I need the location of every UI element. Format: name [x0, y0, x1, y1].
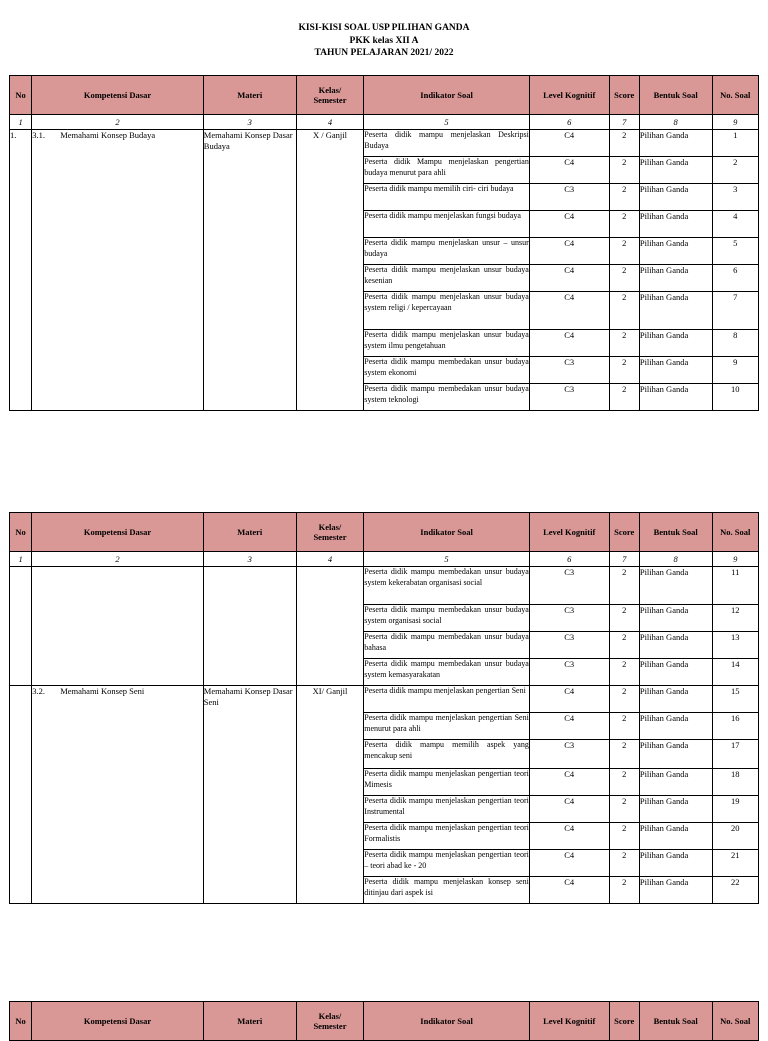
- bentuk-cell: Pilihan Ganda: [639, 877, 712, 904]
- no-soal-cell: 8: [712, 330, 758, 357]
- kompetensi-dasar-cell: [32, 686, 204, 904]
- bentuk-cell: Pilihan Ganda: [639, 211, 712, 238]
- bentuk-cell: Pilihan Ganda: [639, 740, 712, 769]
- column-number: 5: [364, 115, 530, 130]
- header-row: [10, 76, 759, 115]
- bentuk-cell: Pilihan Ganda: [639, 850, 712, 877]
- column-number: 1: [10, 552, 32, 567]
- header-level-kognitif: Level Kognitif: [529, 76, 609, 115]
- column-number: 3: [203, 115, 296, 130]
- bentuk-cell: Pilihan Ganda: [639, 184, 712, 211]
- header-indikator-soal: Indikator Soal: [364, 513, 530, 552]
- column-number-row: [10, 552, 759, 567]
- score-cell: 2: [609, 157, 639, 184]
- table-row: [10, 686, 759, 713]
- indikator-cell: Peserta didik mampu menjelaskan unsur budaya system ilmu pengetahuan: [364, 330, 530, 357]
- no-soal-cell: 14: [712, 659, 758, 686]
- no-soal-cell: 16: [712, 713, 758, 740]
- bentuk-cell: Pilihan Ganda: [639, 632, 712, 659]
- column-number: 4: [296, 115, 364, 130]
- column-number: 2: [32, 552, 204, 567]
- indikator-cell: Peserta didik mampu membedakan unsur budaya system organisasi social: [364, 605, 530, 632]
- score-cell: 2: [609, 330, 639, 357]
- no-soal-cell: 22: [712, 877, 758, 904]
- score-cell: 2: [609, 211, 639, 238]
- bentuk-cell: Pilihan Ganda: [639, 769, 712, 796]
- column-number: 7: [609, 115, 639, 130]
- level-cell: C4: [529, 877, 609, 904]
- no-soal-cell: 20: [712, 823, 758, 850]
- header-materi: Materi: [203, 1002, 296, 1041]
- header-score: Score: [609, 76, 639, 115]
- bentuk-cell: Pilihan Ganda: [639, 713, 712, 740]
- bentuk-cell: Pilihan Ganda: [639, 265, 712, 292]
- no-soal-cell: 2: [712, 157, 758, 184]
- header-no-soal: No. Soal: [712, 513, 758, 552]
- score-cell: 2: [609, 605, 639, 632]
- no-soal-cell: 13: [712, 632, 758, 659]
- indikator-cell: Peserta didik mampu membedakan unsur budaya system ekonomi: [364, 357, 530, 384]
- kisi-kisi-table-1: [9, 75, 759, 411]
- level-cell: C3: [529, 567, 609, 605]
- indikator-cell: Peserta didik mampu menjelaskan pengertian teori Formalistis: [364, 823, 530, 850]
- level-cell: C4: [529, 823, 609, 850]
- indikator-cell: Peserta didik mampu membedakan unsur budaya bahasa: [364, 632, 530, 659]
- materi-cell: Memahami Konsep Dasar Budaya: [203, 130, 296, 411]
- level-cell: C4: [529, 265, 609, 292]
- header-no: No: [10, 513, 32, 552]
- no-soal-cell: 17: [712, 740, 758, 769]
- no-soal-cell: 1: [712, 130, 758, 157]
- score-cell: 2: [609, 796, 639, 823]
- indikator-cell: Peserta didik Mampu menjelaskan pengertian budaya menurut para ahli: [364, 157, 530, 184]
- no-soal-cell: 4: [712, 211, 758, 238]
- level-cell: C4: [529, 796, 609, 823]
- level-cell: C4: [529, 769, 609, 796]
- indikator-cell: Peserta didik mampu menjelaskan pengertian teori Mimesis: [364, 769, 530, 796]
- column-number: 7: [609, 552, 639, 567]
- header-kelas: Kelas/: [318, 85, 342, 95]
- indikator-cell: Peserta didik mampu menjelaskan pengertian Seni menurut para ahli: [364, 713, 530, 740]
- level-cell: C4: [529, 292, 609, 330]
- kd-text: Memahami Konsep Seni: [60, 686, 145, 696]
- empty-kelas-cell: [296, 567, 364, 686]
- indikator-cell: Peserta didik mampu menjelaskan pengertian Seni: [364, 686, 530, 713]
- indikator-cell: Peserta didik mampu membedakan unsur budaya system kemasyarakatan: [364, 659, 530, 686]
- table-row: [10, 567, 759, 605]
- score-cell: 2: [609, 384, 639, 411]
- level-cell: C4: [529, 713, 609, 740]
- header-kelas-semester: [296, 1002, 364, 1041]
- bentuk-cell: Pilihan Ganda: [639, 567, 712, 605]
- level-cell: C3: [529, 740, 609, 769]
- level-cell: C3: [529, 605, 609, 632]
- score-cell: 2: [609, 713, 639, 740]
- indikator-cell: Peserta didik mampu membedakan unsur budaya system teknologi: [364, 384, 530, 411]
- column-number: 2: [32, 115, 204, 130]
- no-soal-cell: 15: [712, 686, 758, 713]
- kd-number: 3.2.: [32, 686, 45, 696]
- column-number: 8: [639, 115, 712, 130]
- title-line-1: KISI-KISI SOAL USP PILIHAN GANDA: [298, 23, 470, 33]
- header-materi: Materi: [203, 513, 296, 552]
- header-level-kognitif: Level Kognitif: [529, 1002, 609, 1041]
- level-cell: C4: [529, 130, 609, 157]
- header-no: No: [10, 1002, 32, 1041]
- header-materi: Materi: [203, 76, 296, 115]
- header-bentuk-soal: Bentuk Soal: [639, 76, 712, 115]
- materi-cell: Memahami Konsep Dasar Seni: [203, 686, 296, 904]
- indikator-cell: Peserta didik mampu menjelaskan unsur – unsur budaya: [364, 238, 530, 265]
- level-cell: C3: [529, 632, 609, 659]
- column-number: 6: [529, 552, 609, 567]
- indikator-cell: Peserta didik mampu menjelaskan Deskripsi Budaya: [364, 130, 530, 157]
- kd-text: Memahami Konsep Budaya: [60, 130, 156, 140]
- score-cell: 2: [609, 850, 639, 877]
- kisi-kisi-table-2: [9, 512, 759, 904]
- kompetensi-dasar-cell: [32, 130, 204, 411]
- indikator-cell: Peserta didik mampu memilih aspek yang mencakup seni: [364, 740, 530, 769]
- header-score: Score: [609, 513, 639, 552]
- header-level-kognitif: Level Kognitif: [529, 513, 609, 552]
- indikator-cell: Peserta didik mampu menjelaskan fungsi budaya: [364, 211, 530, 238]
- header-bentuk-soal: Bentuk Soal: [639, 1002, 712, 1041]
- score-cell: 2: [609, 769, 639, 796]
- indikator-cell: Peserta didik mampu memilih ciri- ciri budaya: [364, 184, 530, 211]
- indikator-cell: Peserta didik mampu menjelaskan pengertian teori Instrumental: [364, 796, 530, 823]
- level-cell: C3: [529, 357, 609, 384]
- no-soal-cell: 18: [712, 769, 758, 796]
- column-number: 4: [296, 552, 364, 567]
- level-cell: C4: [529, 850, 609, 877]
- header-kompetensi-dasar: Kompetensi Dasar: [32, 1002, 204, 1041]
- column-number: 1: [10, 115, 32, 130]
- score-cell: 2: [609, 265, 639, 292]
- bentuk-cell: Pilihan Ganda: [639, 292, 712, 330]
- no-soal-cell: 9: [712, 357, 758, 384]
- bentuk-cell: Pilihan Ganda: [639, 130, 712, 157]
- header-indikator-soal: Indikator Soal: [364, 76, 530, 115]
- bentuk-cell: Pilihan Ganda: [639, 330, 712, 357]
- column-number: 9: [712, 552, 758, 567]
- kisi-kisi-table-3: [9, 1001, 759, 1041]
- level-cell: C3: [529, 184, 609, 211]
- bentuk-cell: Pilihan Ganda: [639, 686, 712, 713]
- column-number-row: [10, 115, 759, 130]
- bentuk-cell: Pilihan Ganda: [639, 796, 712, 823]
- score-cell: 2: [609, 238, 639, 265]
- score-cell: 2: [609, 292, 639, 330]
- bentuk-cell: Pilihan Ganda: [639, 605, 712, 632]
- no-soal-cell: 21: [712, 850, 758, 877]
- score-cell: 2: [609, 877, 639, 904]
- level-cell: C4: [529, 330, 609, 357]
- level-cell: C4: [529, 686, 609, 713]
- score-cell: 2: [609, 823, 639, 850]
- no-soal-cell: 12: [712, 605, 758, 632]
- indikator-cell: Peserta didik mampu menjelaskan konsep seni ditinjau dari aspek isi: [364, 877, 530, 904]
- level-cell: C4: [529, 211, 609, 238]
- header-no-soal: No. Soal: [712, 1002, 758, 1041]
- no-soal-cell: 5: [712, 238, 758, 265]
- bentuk-cell: Pilihan Ganda: [639, 238, 712, 265]
- no-soal-cell: 10: [712, 384, 758, 411]
- header-bentuk-soal: Bentuk Soal: [639, 513, 712, 552]
- document-title: [0, 22, 768, 60]
- empty-no-cell: [10, 686, 32, 904]
- score-cell: 2: [609, 659, 639, 686]
- kelas-cell: X / Ganjil: [296, 130, 364, 411]
- no-soal-cell: 3: [712, 184, 758, 211]
- header-kelas: Kelas/: [318, 522, 342, 532]
- header-kelas-semester: [296, 513, 364, 552]
- level-cell: C3: [529, 384, 609, 411]
- header-semester: Semester: [313, 1021, 347, 1031]
- header-row: [10, 513, 759, 552]
- header-semester: Semester: [313, 95, 347, 105]
- column-number: 3: [203, 552, 296, 567]
- no-soal-cell: 6: [712, 265, 758, 292]
- score-cell: 2: [609, 567, 639, 605]
- header-kompetensi-dasar: Kompetensi Dasar: [32, 513, 204, 552]
- title-line-3: TAHUN PELAJARAN 2021/ 2022: [314, 48, 454, 58]
- indikator-cell: Peserta didik mampu menjelaskan unsur budaya system religi / kepercayaan: [364, 292, 530, 330]
- level-cell: C3: [529, 659, 609, 686]
- column-number: 5: [364, 552, 530, 567]
- bentuk-cell: Pilihan Ganda: [639, 823, 712, 850]
- score-cell: 2: [609, 686, 639, 713]
- group-number: 1.: [10, 130, 32, 411]
- header-kelas-semester: [296, 76, 364, 115]
- no-soal-cell: 11: [712, 567, 758, 605]
- empty-kd-cell: [32, 567, 204, 686]
- header-row: [10, 1002, 759, 1041]
- score-cell: 2: [609, 740, 639, 769]
- header-semester: Semester: [313, 532, 347, 542]
- bentuk-cell: Pilihan Ganda: [639, 659, 712, 686]
- header-score: Score: [609, 1002, 639, 1041]
- header-kelas: Kelas/: [318, 1011, 342, 1021]
- table-row: [10, 130, 759, 157]
- score-cell: 2: [609, 184, 639, 211]
- level-cell: C4: [529, 157, 609, 184]
- column-number: 8: [639, 552, 712, 567]
- header-no-soal: No. Soal: [712, 76, 758, 115]
- bentuk-cell: Pilihan Ganda: [639, 157, 712, 184]
- kelas-cell: XI/ Ganjil: [296, 686, 364, 904]
- no-soal-cell: 19: [712, 796, 758, 823]
- bentuk-cell: Pilihan Ganda: [639, 357, 712, 384]
- kd-number: 3.1.: [32, 130, 45, 140]
- column-number: 6: [529, 115, 609, 130]
- score-cell: 2: [609, 357, 639, 384]
- empty-no-cell: [10, 567, 32, 686]
- empty-materi-cell: [203, 567, 296, 686]
- column-number: 9: [712, 115, 758, 130]
- indikator-cell: Peserta didik mampu menjelaskan pengertian teori – teori abad ke - 20: [364, 850, 530, 877]
- level-cell: C4: [529, 238, 609, 265]
- score-cell: 2: [609, 130, 639, 157]
- header-no: No: [10, 76, 32, 115]
- header-kompetensi-dasar: Kompetensi Dasar: [32, 76, 204, 115]
- indikator-cell: Peserta didik mampu menjelaskan unsur budaya kesenian: [364, 265, 530, 292]
- score-cell: 2: [609, 632, 639, 659]
- header-indikator-soal: Indikator Soal: [364, 1002, 530, 1041]
- title-line-2: PKK kelas XII A: [349, 35, 419, 46]
- indikator-cell: Peserta didik mampu membedakan unsur budaya system kekerabatan organisasi social: [364, 567, 530, 605]
- bentuk-cell: Pilihan Ganda: [639, 384, 712, 411]
- no-soal-cell: 7: [712, 292, 758, 330]
